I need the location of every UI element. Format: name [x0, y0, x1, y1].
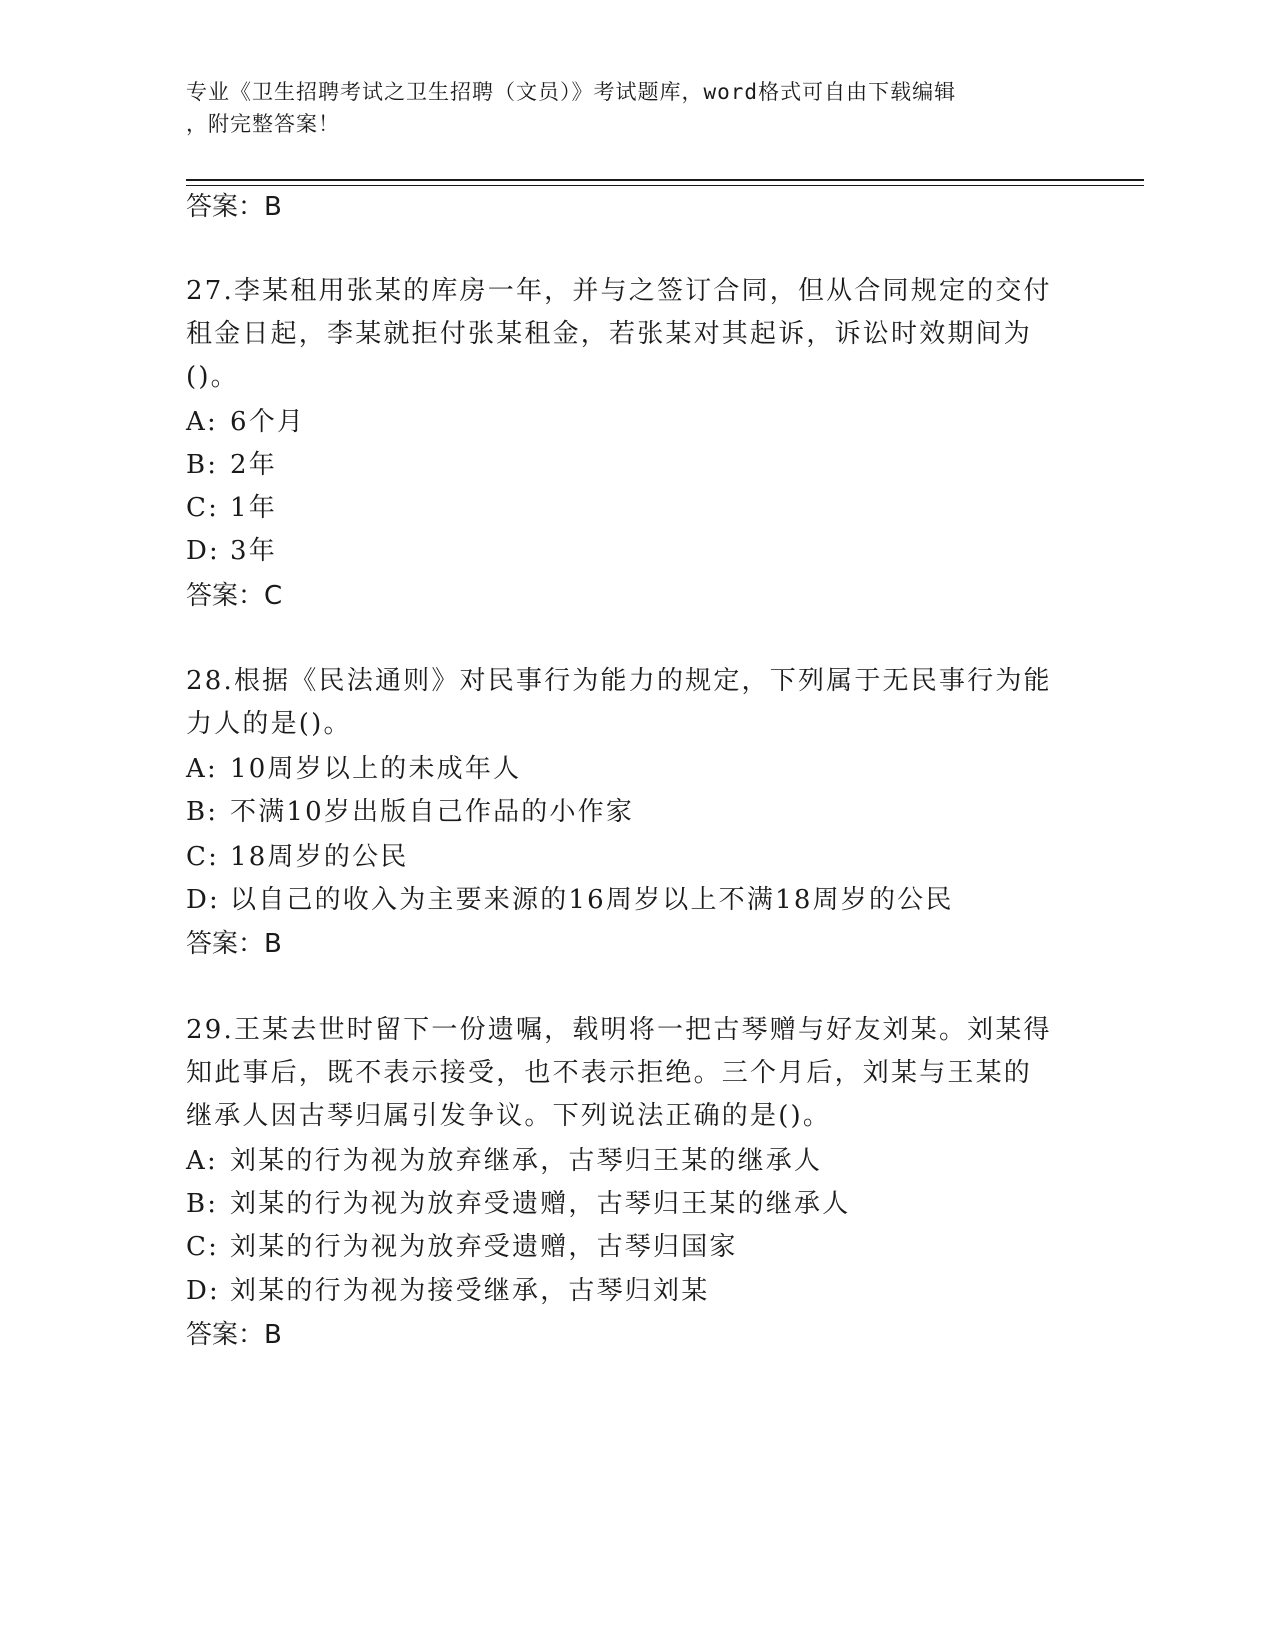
option-c [186, 491, 277, 525]
option-label: B: [186, 797, 219, 827]
question-text-line: 力人的是()。 [186, 709, 352, 739]
option-text: 刘某的行为视为放弃受遗赠，古琴归王某的继承人 [230, 1189, 851, 1219]
document-header [186, 76, 1086, 140]
option-a [186, 405, 305, 439]
option-text: 2年 [230, 450, 277, 480]
option-label: A: [186, 1146, 218, 1176]
header-divider-thin [186, 185, 1144, 186]
header-line-1: 专业《卫生招聘考试之卫生招聘（文员）》考试题库，word格式可自由下载编辑 [186, 80, 957, 104]
option-text: 18周岁的公民 [230, 842, 409, 872]
answer: 答案：C [186, 581, 283, 611]
option-label: C: [186, 1232, 220, 1262]
option-text: 1年 [230, 493, 277, 523]
option-text: 3年 [230, 536, 277, 566]
question-text-line: 租金日起，李某就拒付张某租金，若张某对其起诉，诉讼时效期间为 [186, 319, 1033, 349]
option-b [186, 795, 634, 829]
option-label: A: [186, 754, 218, 784]
option-b [186, 448, 277, 482]
option-label: B: [186, 1189, 219, 1219]
question-text-line: 29.王某去世时留下一份遗嘱，载明将一把古琴赠与好友刘某。刘某得 [186, 1015, 1052, 1045]
option-c [186, 840, 408, 874]
option-text: 以自己的收入为主要来源的16周岁以上不满18周岁的公民 [230, 885, 954, 915]
option-d [186, 534, 277, 568]
previous-answer: 答案：B [186, 192, 282, 222]
option-d [186, 883, 954, 917]
question-text-line: ()。 [186, 362, 239, 392]
option-label: A: [186, 407, 218, 437]
option-text: 刘某的行为视为放弃继承，古琴归王某的继承人 [230, 1146, 823, 1176]
option-a [186, 1144, 822, 1178]
question-text-line: 继承人因古琴归属引发争议。下列说法正确的是()。 [186, 1101, 832, 1131]
answer: 答案：B [186, 1320, 282, 1350]
option-text: 6个月 [230, 407, 306, 437]
option-label: D: [186, 885, 221, 915]
option-label: D: [186, 1276, 221, 1306]
option-c [186, 1230, 738, 1264]
option-label: C: [186, 493, 220, 523]
question-text-line: 28.根据《民法通则》对民事行为能力的规定，下列属于无民事行为能 [186, 666, 1052, 696]
option-text: 刘某的行为视为放弃受遗赠，古琴归国家 [230, 1232, 738, 1262]
option-d [186, 1274, 709, 1308]
question-text-line: 27.李某租用张某的库房一年，并与之签订合同，但从合同规定的交付 [186, 276, 1052, 306]
option-text: 不满10岁出版自己作品的小作家 [230, 797, 635, 827]
option-a [186, 752, 521, 786]
option-text: 刘某的行为视为接受继承，古琴归刘某 [230, 1276, 710, 1306]
option-text: 10周岁以上的未成年人 [230, 754, 522, 784]
option-label: C: [186, 842, 220, 872]
header-divider [186, 179, 1144, 181]
option-label: B: [186, 450, 219, 480]
option-label: D: [186, 536, 221, 566]
answer: 答案：B [186, 929, 282, 959]
header-line-2: ，附完整答案！ [186, 112, 340, 136]
option-b [186, 1187, 850, 1221]
question-text-line: 知此事后，既不表示接受，也不表示拒绝。三个月后，刘某与王某的 [186, 1058, 1033, 1088]
